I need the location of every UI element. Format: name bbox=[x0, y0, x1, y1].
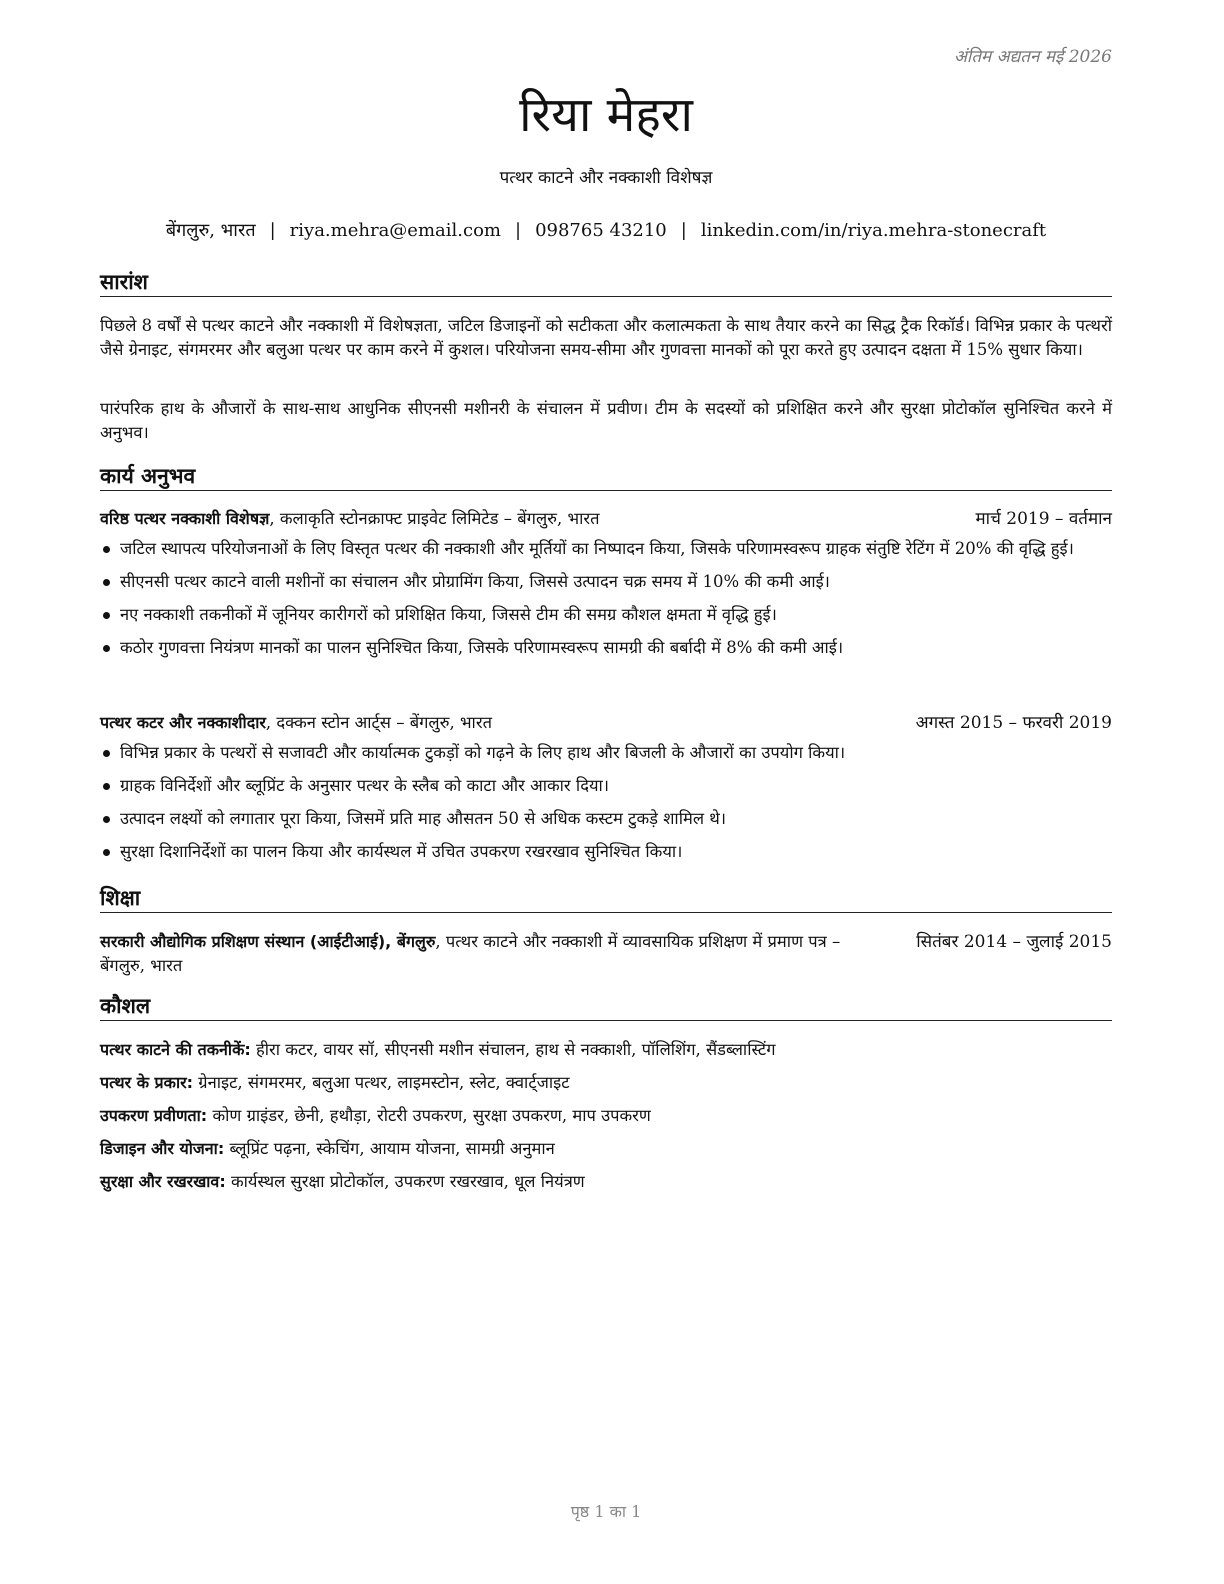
job-role: पत्थर कटर और नक्काशीदार bbox=[100, 713, 266, 732]
education-program: , पत्थर काटने और नक्काशी में व्यावसायिक प्रशिक्षण में प्रमाण पत्र – बेंगलुरु, भारत bbox=[100, 932, 841, 975]
list-item: उत्पादन लक्ष्यों को लगातार पूरा किया, जिसमें प्रति माह औसतन 50 से अधिक कस्टम टुकड़े शामिल थे। bbox=[100, 807, 1112, 831]
separator: | bbox=[680, 220, 687, 241]
resume-page bbox=[100, 0, 1112, 1584]
skill-label: सुरक्षा और रखरखाव: bbox=[100, 1172, 226, 1191]
contact-phone: 098765 43210 bbox=[535, 220, 667, 241]
education-institution: सरकारी औद्योगिक प्रशिक्षण संस्थान (आईटीआई), बेंगलुरु bbox=[100, 932, 436, 951]
skill-value: हीरा कटर, वायर सॉ, सीएनसी मशीन संचालन, हाथ से नक्काशी, पॉलिशिंग, सैंडब्लास्टिंग bbox=[250, 1040, 776, 1059]
skill-label: पत्थर के प्रकार: bbox=[100, 1073, 194, 1092]
separator: | bbox=[514, 220, 522, 241]
experience-heading: कार्य अनुभव bbox=[100, 462, 1112, 491]
skill-value: ग्रेनाइट, संगमरमर, बलुआ पत्थर, लाइमस्टोन, स्लेट, क्वार्ट्जाइट bbox=[193, 1073, 570, 1092]
job-dates: मार्च 2019 – वर्तमान bbox=[975, 509, 1112, 529]
education-dates: सितंबर 2014 – जुलाई 2015 bbox=[916, 932, 1112, 952]
job-dates: अगस्त 2015 – फरवरी 2019 bbox=[915, 713, 1112, 733]
job-bullets bbox=[100, 741, 1112, 864]
job-header bbox=[100, 711, 1112, 735]
list-item: जटिल स्थापत्य परियोजनाओं के लिए विस्तृत पत्थर की नक्काशी और मूर्तियों का निष्पादन किया, जिसके परिणामस्वरूप ग्राहक संतुष्टि रेटिंग में 20% की वृद्धि हुई। bbox=[100, 537, 1112, 561]
skill-row bbox=[100, 1071, 1112, 1095]
list-item: नए नक्काशी तकनीकों में जूनियर कारीगरों को प्रशिक्षित किया, जिससे टीम की समग्र कौशल क्षमता में वृद्धि हुई। bbox=[100, 603, 1112, 627]
list-item: विभिन्न प्रकार के पत्थरों से सजावटी और कार्यात्मक टुकड़ों को गढ़ने के लिए हाथ और बिजली के औजारों का उपयोग किया। bbox=[100, 741, 1112, 765]
skill-label: डिजाइन और योजना: bbox=[100, 1139, 225, 1158]
skill-row bbox=[100, 1104, 1112, 1128]
last-updated: अंतिम अद्यतन मई 2026 bbox=[953, 47, 1112, 67]
separator: | bbox=[269, 220, 276, 241]
contact-linkedin[interactable]: linkedin.com/in/riya.mehra-stonecraft bbox=[700, 220, 1047, 241]
job-org: , कलाकृति स्टोनक्राफ्ट प्राइवेट लिमिटेड – बेंगलुरु, भारत bbox=[269, 509, 600, 528]
education-heading: शिक्षा bbox=[100, 884, 1112, 913]
job-header bbox=[100, 507, 1112, 531]
list-item: सीएनसी पत्थर काटने वाली मशीनों का संचालन और प्रोग्रामिंग किया, जिससे उत्पादन चक्र समय में 10% की कमी आई। bbox=[100, 570, 1112, 594]
skills-heading: कौशल bbox=[100, 992, 1112, 1021]
skill-row bbox=[100, 1137, 1112, 1161]
candidate-title: पत्थर काटने और नक्काशी विशेषज्ञ bbox=[499, 168, 713, 188]
skill-value: कार्यस्थल सुरक्षा प्रोटोकॉल, उपकरण रखरखाव, धूल नियंत्रण bbox=[225, 1172, 585, 1191]
skill-row bbox=[100, 1170, 1112, 1194]
list-item: सुरक्षा दिशानिर्देशों का पालन किया और कार्यस्थल में उचित उपकरण रखरखाव सुनिश्चित किया। bbox=[100, 840, 1112, 864]
list-item: ग्राहक विनिर्देशों और ब्लूप्रिंट के अनुसार पत्थर के स्लैब को काटा और आकार दिया। bbox=[100, 774, 1112, 798]
summary-heading: सारांश bbox=[100, 268, 1112, 297]
contact-line bbox=[100, 218, 1112, 244]
skill-label: उपकरण प्रवीणता: bbox=[100, 1106, 208, 1125]
list-item: कठोर गुणवत्ता नियंत्रण मानकों का पालन सुनिश्चित किया, जिसके परिणामस्वरूप सामग्री की बर्बादी में 8% की कमी आई। bbox=[100, 636, 1112, 660]
job-org: , दक्कन स्टोन आर्ट्स – बेंगलुरु, भारत bbox=[265, 713, 492, 732]
skill-label: पत्थर काटने की तकनीकें: bbox=[100, 1040, 251, 1059]
job-bullets bbox=[100, 537, 1112, 660]
candidate-name: रिया मेहरा bbox=[519, 87, 693, 143]
job-role: वरिष्ठ पत्थर नक्काशी विशेषज्ञ bbox=[100, 509, 270, 528]
education-entry bbox=[100, 930, 1112, 978]
contact-email[interactable]: riya.mehra@email.com bbox=[289, 220, 501, 241]
page-number: पृष्ठ 1 का 1 bbox=[570, 1502, 642, 1521]
skill-value: ब्लूप्रिंट पढ़ना, स्केचिंग, आयाम योजना, सामग्री अनुमान bbox=[224, 1139, 555, 1158]
contact-location: बेंगलुरु, भारत bbox=[165, 220, 256, 241]
skill-value: कोण ग्राइंडर, छेनी, हथौड़ा, रोटरी उपकरण, सुरक्षा उपकरण, माप उपकरण bbox=[207, 1106, 651, 1125]
summary-paragraph: पारंपरिक हाथ के औजारों के साथ-साथ आधुनिक सीएनसी मशीनरी के संचालन में प्रवीण। टीम के सदस्यों को प्रशिक्षित करने और सुरक्षा प्रोटोकॉल सुनिश्चित करने में अनुभव। bbox=[100, 399, 1112, 442]
skill-row bbox=[100, 1038, 1112, 1062]
summary-paragraph: पिछले 8 वर्षों से पत्थर काटने और नक्काशी में विशेषज्ञता, जटिल डिजाइनों को सटीकता और कलात्मकता के साथ तैयार करने का सिद्ध ट्रैक रिकॉर्ड। विभिन्न प्रकार के पत्थरों जैसे ग्रेनाइट, संगमरमर और बलुआ पत्थर पर काम करने में कुशल। परियोजना समय-सीमा और गुणवत्ता मानकों को पूरा करते हुए उत्पादन दक्षता में 15% सुधार किया। bbox=[100, 316, 1112, 359]
